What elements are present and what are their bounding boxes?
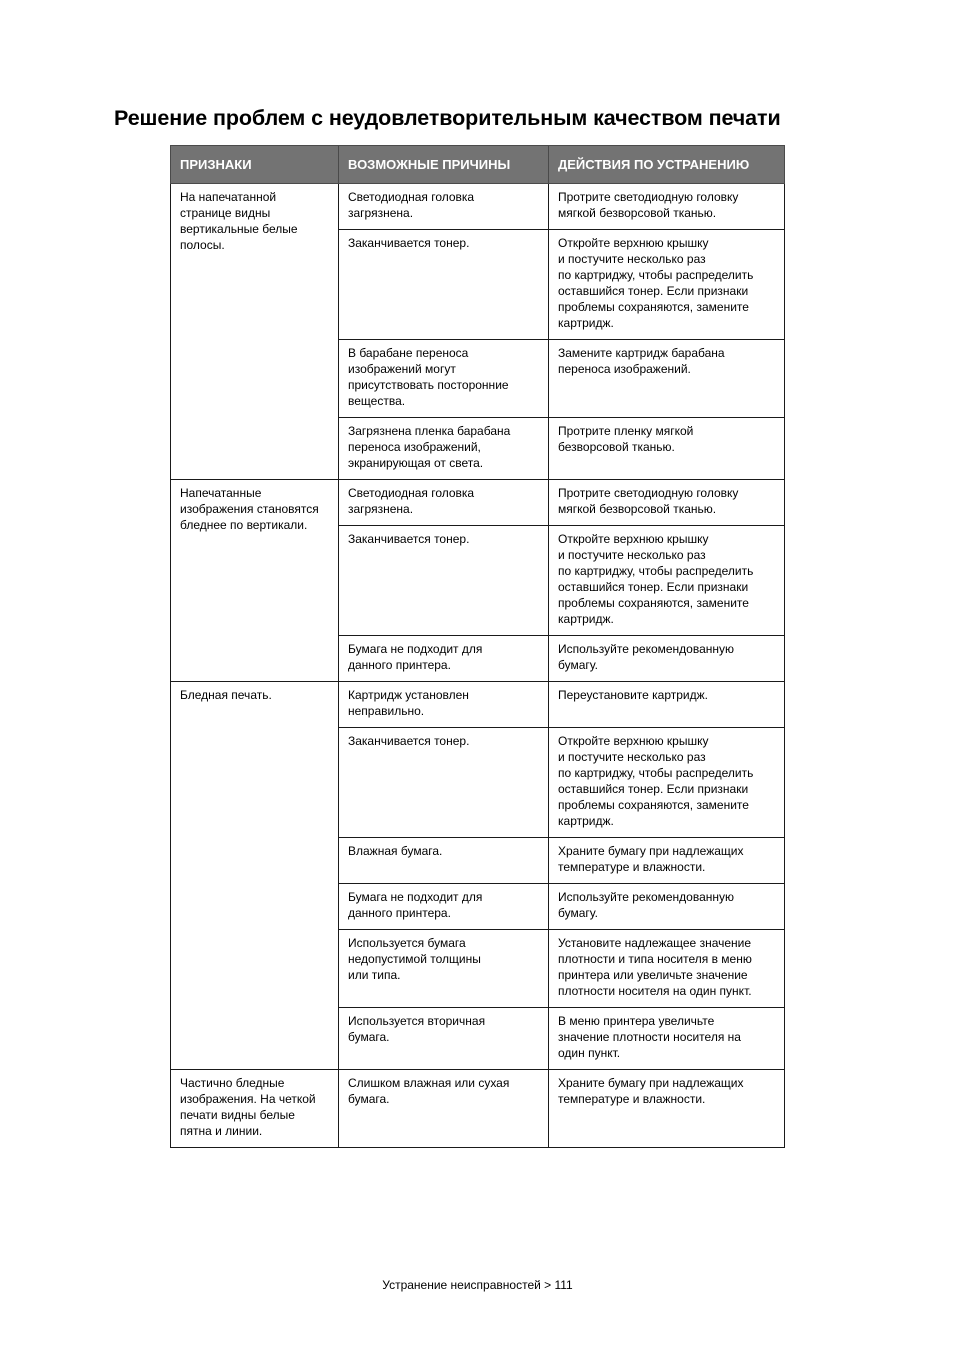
symptom-cell: Бледная печать. <box>171 682 339 1070</box>
action-cell: Переустановите картридж. <box>549 682 785 728</box>
cause-cell: Слишком влажная или сухая бумага. <box>339 1070 549 1148</box>
action-cell: Откройте верхнюю крышку и постучите несколько раз по картриджу, чтобы распределить оставшийся тонер. Если признаки проблемы сохраняются, замените картридж. <box>549 728 785 838</box>
header-causes: ВОЗМОЖНЫЕ ПРИЧИНЫ <box>339 146 549 184</box>
action-cell: Замените картридж барабана переноса изображений. <box>549 340 785 418</box>
cause-cell: Бумага не подходит для данного принтера. <box>339 636 549 682</box>
cause-cell: Влажная бумага. <box>339 838 549 884</box>
cause-cell: Заканчивается тонер. <box>339 526 549 636</box>
cause-cell: Заканчивается тонер. <box>339 230 549 340</box>
header-symptoms: ПРИЗНАКИ <box>171 146 339 184</box>
cause-cell: Заканчивается тонер. <box>339 728 549 838</box>
table-row <box>171 184 785 230</box>
symptom-cell: Частично бледные изображения. На четкой печати видны белые пятна и линии. <box>171 1070 339 1148</box>
action-cell: Установите надлежащее значение плотности и типа носителя в меню принтера или увеличьте значение плотности носителя на один пункт. <box>549 930 785 1008</box>
action-cell: Храните бумагу при надлежащих температуре и влажности. <box>549 1070 785 1148</box>
action-cell: Откройте верхнюю крышку и постучите несколько раз по картриджу, чтобы распределить оставшийся тонер. Если признаки проблемы сохраняются, замените картридж. <box>549 230 785 340</box>
cause-cell: Светодиодная головка загрязнена. <box>339 184 549 230</box>
cause-cell: Бумага не подходит для данного принтера. <box>339 884 549 930</box>
symptom-cell: Напечатанные изображения становятся бледнее по вертикали. <box>171 480 339 682</box>
cause-cell: Используется вторичная бумага. <box>339 1008 549 1070</box>
symptom-cell: На напечатанной странице видны вертикальные белые полосы. <box>171 184 339 480</box>
table-header-row <box>171 146 785 184</box>
action-cell: Храните бумагу при надлежащих температуре и влажности. <box>549 838 785 884</box>
action-cell: Протрите светодиодную головку мягкой безворсовой тканью. <box>549 184 785 230</box>
table-row <box>171 682 785 728</box>
cause-cell: Используется бумага недопустимой толщины или типа. <box>339 930 549 1008</box>
action-cell: В меню принтера увеличьте значение плотности носителя на один пункт. <box>549 1008 785 1070</box>
cause-cell: Загрязнена пленка барабана переноса изображений, экранирующая от света. <box>339 418 549 480</box>
cause-cell: Картридж установлен неправильно. <box>339 682 549 728</box>
header-actions: ДЕЙСТВИЯ ПО УСТРАНЕНИЮ <box>549 146 785 184</box>
action-cell: Протрите светодиодную головку мягкой безворсовой тканью. <box>549 480 785 526</box>
action-cell: Используйте рекомендованную бумагу. <box>549 884 785 930</box>
table-row <box>171 480 785 526</box>
page-footer: Устранение неисправностей > 111 <box>382 1278 573 1292</box>
cause-cell: Светодиодная головка загрязнена. <box>339 480 549 526</box>
action-cell: Используйте рекомендованную бумагу. <box>549 636 785 682</box>
action-cell: Откройте верхнюю крышку и постучите несколько раз по картриджу, чтобы распределить оставшийся тонер. Если признаки проблемы сохраняются, замените картридж. <box>549 526 785 636</box>
cause-cell: В барабане переноса изображений могут присутствовать посторонние вещества. <box>339 340 549 418</box>
action-cell: Протрите пленку мягкой безворсовой тканью. <box>549 418 785 480</box>
troubleshooting-table <box>170 145 785 1148</box>
table-row <box>171 1070 785 1148</box>
page-title: Решение проблем с неудовлетворительным качеством печати <box>114 106 781 130</box>
